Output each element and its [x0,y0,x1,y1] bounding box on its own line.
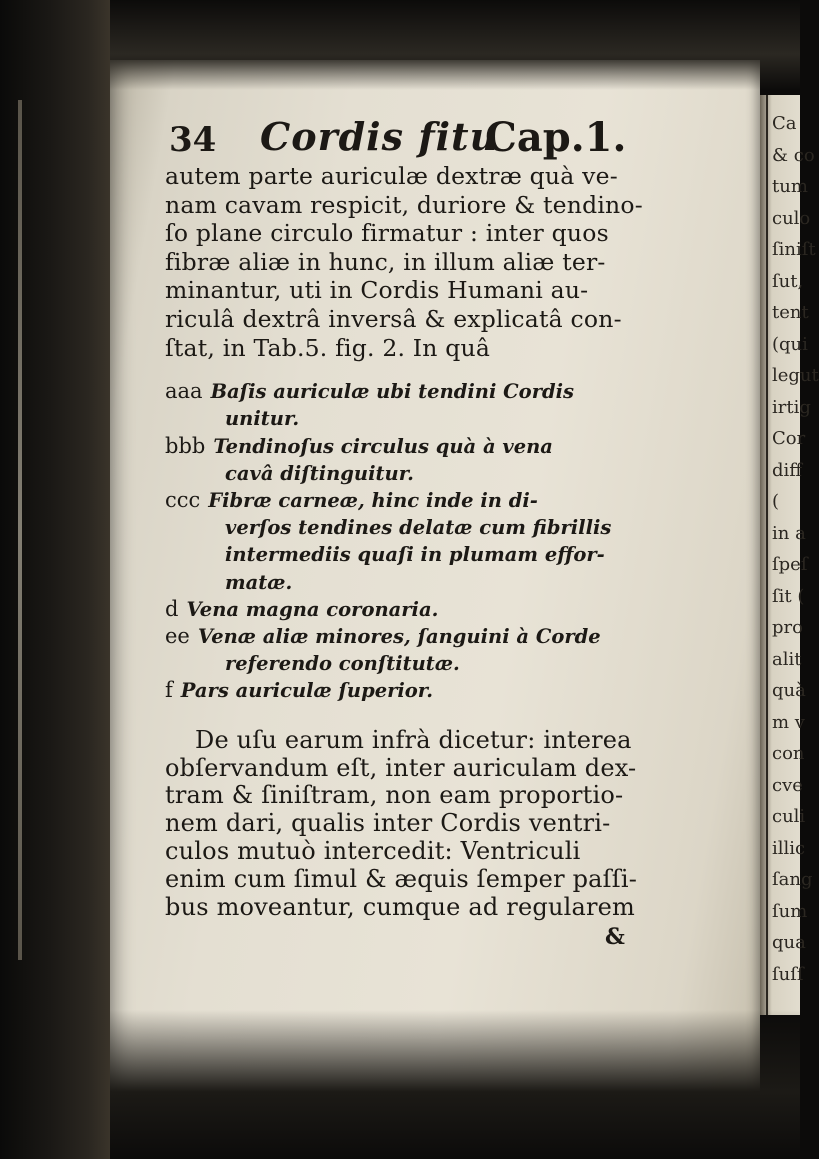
text-line: tram & ſiniſtram, non eam proportio- [165,781,624,810]
page-edge-shadow [18,100,22,960]
legend-line [165,650,755,677]
figure-legend [165,378,755,704]
facing-page-fragment: quà [772,680,806,701]
facing-page-border [766,95,768,1015]
legend-key: bbb [165,433,206,458]
legend-text: Vena magna coronaria. [186,597,439,621]
legend-text: unitur. [225,407,300,431]
text-line: enim cum ſimul & æquis ſemper paſſi- [165,865,638,894]
legend-text: cavâ diſtinguitur. [225,461,414,485]
facing-page-fragment: pro [772,617,803,638]
page-number: 34 [169,120,217,160]
legend-line [165,541,755,568]
running-title: Cordis fitu [260,114,499,159]
legend-line [165,405,755,432]
legend-line [165,378,755,405]
text-line: riculâ dextrâ inversâ & explicatâ con- [165,304,622,333]
text-line: De uſu earum infrà dicetur: interea [195,725,632,754]
running-header [165,100,755,162]
top-shadow [110,0,800,90]
page-text [165,100,755,950]
facing-page-fragment: tum [772,176,808,197]
facing-page-fragment: Ca [772,113,797,134]
facing-page-fragment: ( [772,491,780,512]
facing-page-fragment: ſiniſt [772,239,816,260]
book-gutter-left [0,0,110,1159]
text-line: ſo plane circulo firmatur : inter quos [165,219,609,248]
paragraph-1 [165,162,755,362]
text-line: nem dari, qualis inter Cordis ventri- [165,809,611,838]
facing-page-fragment: Cor [772,428,806,449]
catchword: & [605,923,625,950]
legend-entry [165,677,755,704]
text-line: minantur, uti in Cordis Humani au- [165,276,589,305]
legend-text: matæ. [225,570,293,594]
facing-page-fragment: alit [772,648,802,670]
facing-page-fragment: qua [772,932,806,953]
chapter-label: Cap.1. [485,114,627,161]
legend-key: aaa [165,379,203,404]
legend-line [165,569,755,596]
text-line: fibræ aliæ in hunc, in illum aliæ ter- [165,247,606,276]
text-line: ſtat, in Tab.5. fig. 2. In quâ [165,333,491,362]
text-line: autem parte auriculæ dextræ quà ve- [165,162,618,190]
legend-entry [165,487,755,596]
bottom-shadow [110,1010,800,1159]
legend-key: ee [165,623,190,648]
facing-page-fragment: ſut, [772,270,804,292]
text-line: culos mutuò intercedit: Ventriculi [165,837,581,866]
facing-page-fragment: ſit ( [772,585,805,607]
legend-text: verſos tendines delatæ cum fibrillis [225,516,612,540]
legend-text: referendo conſtitutæ. [225,652,460,676]
facing-page-fragment: ſang [772,869,813,890]
facing-page-fragment: in a [772,522,806,544]
legend-line [165,596,755,623]
legend-line [165,514,755,541]
facing-page-fragment: (qui [772,333,808,355]
legend-key: d [165,596,179,621]
legend-key: ccc [165,487,201,512]
legend-text: Pars auriculæ ſuperior. [180,679,434,703]
legend-text: Venæ aliæ minores, ſanguini à Corde [197,624,601,648]
legend-line [165,460,755,487]
facing-page-fragment: culi [772,806,806,827]
text-line: obſervandum eſt, inter auriculam dex- [165,753,637,782]
legend-key: f [165,678,173,703]
facing-page-fragment: tent [772,302,809,323]
facing-page-fragment: ſpeſ [772,554,808,575]
legend-entry [165,596,755,623]
facing-page-fragment: ſum [772,900,808,922]
facing-page-edge [760,95,819,1015]
facing-page-fragment: & co [772,144,815,166]
text-line: nam cavam respicit, duriore & tendino- [165,190,643,219]
legend-line [165,433,755,460]
legend-line [165,487,755,514]
legend-entry [165,433,755,487]
facing-page-fragment: irtig [772,396,811,418]
facing-page-fragment: m v [772,711,805,733]
facing-page-fragment: ſuſſ [772,963,804,985]
legend-text: Baſis auriculæ ubi tendini Cordis [210,380,574,404]
legend-text: Tendinoſus circulus quà à vena [213,434,553,458]
legend-entry [165,378,755,432]
legend-line [165,623,755,650]
paragraph-2 [165,727,755,922]
facing-page-fragment: con [772,743,805,764]
facing-page-fragment: cve [772,774,803,796]
legend-text: intermediis quaſi in plumam effor- [225,543,605,567]
legend-line [165,677,755,704]
legend-text: Fibræ carneæ, hinc inde in di- [208,488,538,512]
facing-page-fragment: legut [772,365,819,386]
legend-entry [165,623,755,677]
facing-page-fragment: culo [772,207,811,229]
facing-page-fragment: illic [772,837,806,859]
facing-page-fragment: diff [772,459,803,481]
text-line: bus moveantur, cumque ad regularem [165,893,636,922]
